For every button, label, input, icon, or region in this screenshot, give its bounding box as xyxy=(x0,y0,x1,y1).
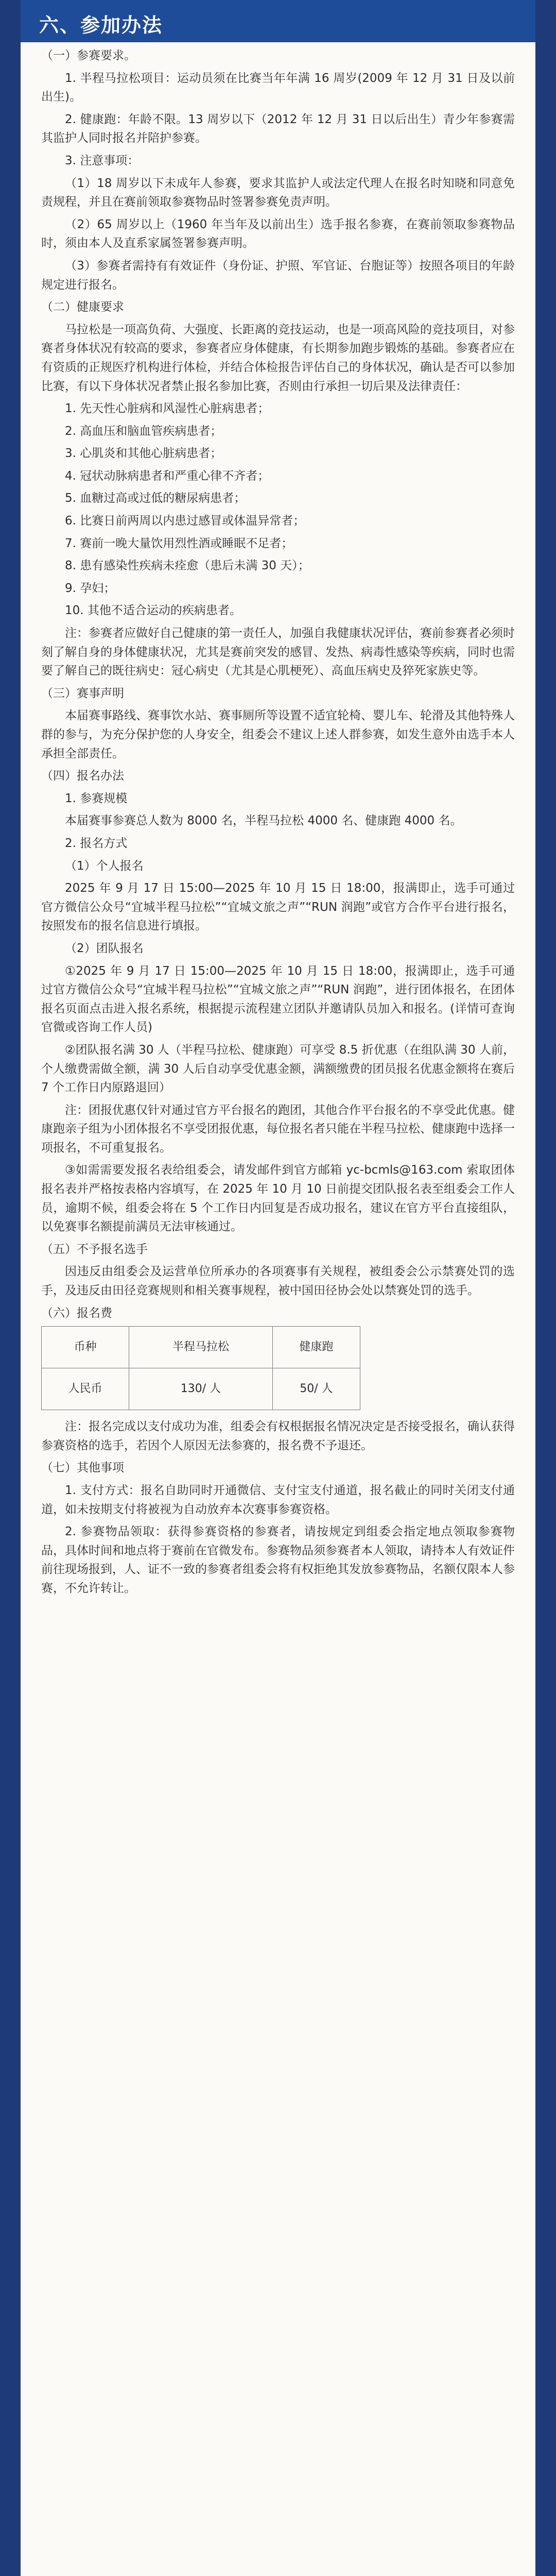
section-title: 六、参加办法 xyxy=(39,14,163,37)
paragraph: 4. 冠状动脉病患者和严重心律不齐者； xyxy=(65,469,270,483)
paragraph: （三）赛事声明 xyxy=(41,686,124,700)
table-row xyxy=(42,1368,360,1410)
paragraph: 3. 注意事项： xyxy=(65,154,140,167)
paragraph: 因违反由组委会及运营单位所承办的各项赛事有关规程，被组委会公示禁赛处罚的选手，及违反由田径竞赛规则和相关赛事规程，被中国田径协会处以禁赛处罚的选手。 xyxy=(41,1265,515,1298)
paragraph: 注：团报优惠仅针对通过官方平台报名的跑团，其他合作平台报名的不享受此优惠。健康跑亲子组为小团体报名不享受团报优惠，每位报名者只能在半程马拉松、健康跑中选择一项报名，不可重复报名。 xyxy=(41,1103,515,1155)
table-cell: 130/ 人 xyxy=(129,1368,273,1410)
paragraph: （2）团队报名 xyxy=(65,941,144,955)
paragraph: （2）65 周岁以上（1960 年当年及以前出生）选手报名参赛，在赛前领取参赛物品时，须由本人及直系家属签署参赛声明。 xyxy=(41,217,515,250)
paragraph: 1. 参赛规模 xyxy=(65,791,128,805)
paragraph: （3）参赛者需持有有效证件（身份证、护照、军官证、台胞证等）按照各项目的年龄规定进行报名。 xyxy=(41,259,515,292)
table-cell: 人民币 xyxy=(42,1368,129,1410)
paragraph: 10. 其他不适合运动的疾病患者。 xyxy=(65,604,241,618)
paragraph: （1）18 周岁以下未成年人参赛，要求其监护人或法定代理人在报名时知晓和同意免责规程，并且在赛前领取参赛物品时签署参赛免责声明。 xyxy=(41,176,515,209)
paragraph: 6. 比赛日前两周以内患过感冒或体温异常者； xyxy=(65,514,305,528)
paragraph: ①2025 年 9 月 17 日 15:00—2025 年 10 月 15 日 18:00，报满即止，选手可通过官方微信公众号“宜城半程马拉松”“宜城文旅之声”“RUN 润跑”，进行团体报名，在团体报名页面点击进入报名系统，根据提示流程建立团队并邀请队员加入和报名。(详情可查询官微或咨询工作人员) xyxy=(41,964,515,1035)
paragraph: 3. 心肌炎和其他心脏病患者； xyxy=(65,447,222,461)
paragraph: 5. 血糖过高或过低的糖尿病患者； xyxy=(65,492,246,505)
paragraph: 2. 健康跑：年龄不限。13 周岁以下（2012 年 12 月 31 日以后出生）青少年参赛需其监护人同时报名并陪护参赛。 xyxy=(41,112,515,145)
paragraph: （1）个人报名 xyxy=(65,859,144,873)
table-header-cell: 健康跑 xyxy=(272,1327,360,1368)
paragraph: （五）不予报名选手 xyxy=(41,1242,148,1256)
table-header-cell: 半程马拉松 xyxy=(129,1327,273,1368)
table-header-row xyxy=(42,1327,360,1368)
paragraph: 马拉松是一项高负荷、大强度、长距离的竞技运动，也是一项高风险的竞技项目，对参赛者身体状况有较高的要求，参赛者应身体健康，有长期参加跑步锻炼的基础。参赛者应在有资质的正规医疗机构进行体检，并结合体检报告评估自己的身体状况，确认是否可以参加比赛，有以下身体状况者禁止报名参加比赛，否则由行承担一切后果及法律责任： xyxy=(41,323,515,393)
paragraph: 注：报名完成以支付成功为准，组委会有权根据报名情况决定是否接受报名，确认获得参赛资格的选手，若因个人原因无法参赛的，报名费不予退还。 xyxy=(41,1420,515,1452)
section-header-participation xyxy=(21,0,535,42)
paragraph: 7. 赛前一晚大量饮用烈性酒或睡眠不足者； xyxy=(65,536,293,550)
table-cell: 50/ 人 xyxy=(272,1368,360,1410)
content-card xyxy=(21,0,535,2576)
paragraph: 2. 高血压和脑血管疾病患者； xyxy=(65,424,222,438)
paragraph: （六）报名费 xyxy=(41,1306,112,1320)
table-header-cell: 币种 xyxy=(42,1327,129,1368)
paragraph: 注：参赛者应做好自己健康的第一责任人，加强自我健康状况评估，赛前参赛者必须时刻了解自身的身体健康状况，尤其是赛前突发的感冒、发热、病毒性感染等疾病，同时也需要了解自己的既往病史：冠心病史（尤其是心肌梗死）、高血压病史及猝死家族史等。 xyxy=(41,626,515,678)
paragraph: 1. 支付方式：报名自助同时开通微信、支付宝支付通道，报名截止的同时关闭支付通道，如未按期支付将被视为自动放弃本次赛事参赛资格。 xyxy=(41,1484,515,1516)
paragraph: 2025 年 9 月 17 日 15:00—2025 年 10 月 15 日 18:00，报满即止，选手可通过官方微信公众号“宜城半程马拉松”“宜城文旅之声”“RUN 润跑”或官方合作平台进行报名，按照发布的报名信息进行填报。 xyxy=(41,882,515,933)
paragraph: 本届赛事参赛总人数为 8000 名，半程马拉松 4000 名、健康跑 4000 名。 xyxy=(65,814,462,828)
paragraph: ③如需需要发报名表给组委会，请发邮件到官方邮箱 yc-bcmls@163.com 索取团体报名表并严格按表格内容填写，在 2025 年 10 月 10 日前提交团队报名表至组委会工作人员，逾期不候，组委会将在 5 个工作日内回复是否成功报名，建议在官方平台直接组队，以免赛事名额提前满员无法审核通过。 xyxy=(41,1163,515,1234)
paragraph: （二）健康要求 xyxy=(41,300,124,314)
paragraph: （一）参赛要求。 xyxy=(41,49,136,62)
paragraph: 8. 患有感染性疾病未痊愈（患后未满 30 天）； xyxy=(65,559,310,573)
paragraph: ②团队报名满 30 人（半程马拉松、健康跑）可享受 8.5 折优惠（在组队满 30 人前，个人缴费需做全额，满 30 人后自动享受优惠金额，满额缴费的团员报名优惠金额将在赛后 7 个工作日内原路退回） xyxy=(41,1043,515,1095)
fee-table xyxy=(41,1326,360,1410)
paragraph: 1. 先天性心脏病和风湿性心脏病患者； xyxy=(65,402,270,416)
paragraph: 2. 报名方式 xyxy=(65,836,128,850)
paragraph: （七）其他事项 xyxy=(41,1461,124,1475)
paragraph: （四）报名办法 xyxy=(41,769,124,783)
paragraph: 9. 孕妇； xyxy=(65,581,116,595)
paragraph: 2. 参赛物品领取：获得参赛资格的参赛者，请按规定到组委会指定地点领取参赛物品，具体时间和地点将于赛前在官微发布。参赛物品须参赛者本人领取，请持本人有效证件前往现场报到，人、证不一致的参赛者组委会将有权拒绝其发放参赛物品，名额仅限本人参赛，不允许转让。 xyxy=(41,1525,515,1595)
section-body-participation xyxy=(21,42,535,1602)
paragraph: 本届赛事路线、赛事饮水站、赛事厕所等设置不适宜轮椅、婴儿车、轮滑及其他特殊人群的参与，为充分保护您的人身安全，组委会不建议上述人群参赛，如发生意外由选手本人承担全部责任。 xyxy=(41,709,515,760)
paragraph: 1. 半程马拉松项目：运动员须在比赛当年年满 16 周岁(2009 年 12 月 31 日及以前出生)。 xyxy=(41,71,515,104)
